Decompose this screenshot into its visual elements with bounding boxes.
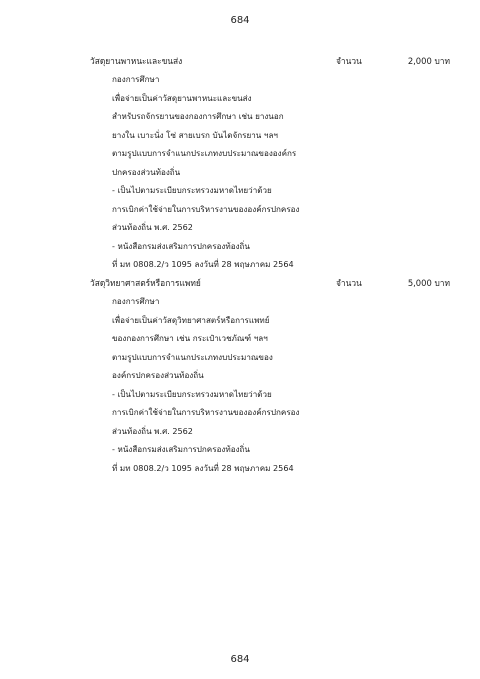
description-line: กองการศึกษา xyxy=(112,74,160,84)
item-amount: 2,000 บาท xyxy=(407,56,450,66)
description-line: - หนังสือกรมส่งเสริมการปกครองท้องถิ่น xyxy=(112,444,250,454)
description-line: ของกองการศึกษา เช่น กระเป๋าเวชภัณฑ์ ฯลฯ xyxy=(112,333,268,343)
description-line: ตามรูปแบบการจำแนกประเภทงบประมาณของ xyxy=(112,351,273,362)
description-line: ที่ มท 0808.2/ว 1095 ลงวันที่ 28 พฤษภาคม 2564 xyxy=(112,462,294,473)
item-title: วัสดุยานพาหนะและขนส่ง xyxy=(90,56,183,66)
description-line: ส่วนท้องถิ่น พ.ศ. 2562 xyxy=(112,425,193,436)
description-line: เพื่อจ่ายเป็นค่าวัสดุยานพาหนะและขนส่ง xyxy=(112,92,252,103)
description-line: เพื่อจ่ายเป็นค่าวัสดุวิทยาศาสตร์หรือการแพทย์ xyxy=(112,314,270,325)
description-line: การเบิกค่าใช้จ่ายในการบริหารงานขององค์กรปกครอง xyxy=(112,203,300,214)
page-number-top: 684 xyxy=(230,15,250,26)
item-description xyxy=(0,292,480,477)
budget-item-vehicle-supplies xyxy=(0,52,480,274)
description-line: - หนังสือกรมส่งเสริมการปกครองท้องถิ่น xyxy=(112,240,250,251)
description-line: ตามรูปแบบการจำแนกประเภทงบประมาณขององค์กร xyxy=(112,148,297,158)
description-line: สำหรับรถจักรยานของกองการศึกษา เช่น ยางนอก xyxy=(112,111,284,121)
description-line: กองการศึกษา xyxy=(112,296,160,306)
item-description xyxy=(0,70,480,274)
item-amount: 5,000 บาท xyxy=(407,278,450,288)
budget-item-medical-supplies xyxy=(0,274,480,477)
description-line: ส่วนท้องถิ่น พ.ศ. 2562 xyxy=(112,222,193,232)
quantity-label: จำนวน xyxy=(336,278,362,288)
item-title: วัสดุวิทยาศาสตร์หรือการแพทย์ xyxy=(90,278,201,288)
page-number-bottom: 684 xyxy=(230,654,250,665)
description-line: การเบิกค่าใช้จ่ายในการบริหารงานขององค์กรปกครอง xyxy=(112,407,300,417)
description-line: องค์กรปกครองส่วนท้องถิ่น xyxy=(112,370,204,380)
description-line: ปกครองส่วนท้องถิ่น xyxy=(112,166,181,177)
quantity-label: จำนวน xyxy=(336,56,362,66)
budget-item-header xyxy=(0,274,480,292)
description-line: - เป็นไปตามระเบียบกระทรวงมหาดไทยว่าด้วย xyxy=(112,388,272,399)
description-line: ยางใน เบาะนั่ง โซ่ สายเบรก บันไดจักรยาน ฯลฯ xyxy=(112,129,278,140)
budget-item-header xyxy=(0,52,480,70)
description-line: ที่ มท 0808.2/ว 1095 ลงวันที่ 28 พฤษภาคม 2564 xyxy=(112,259,294,269)
description-line: - เป็นไปตามระเบียบกระทรวงมหาดไทยว่าด้วย xyxy=(112,185,272,195)
